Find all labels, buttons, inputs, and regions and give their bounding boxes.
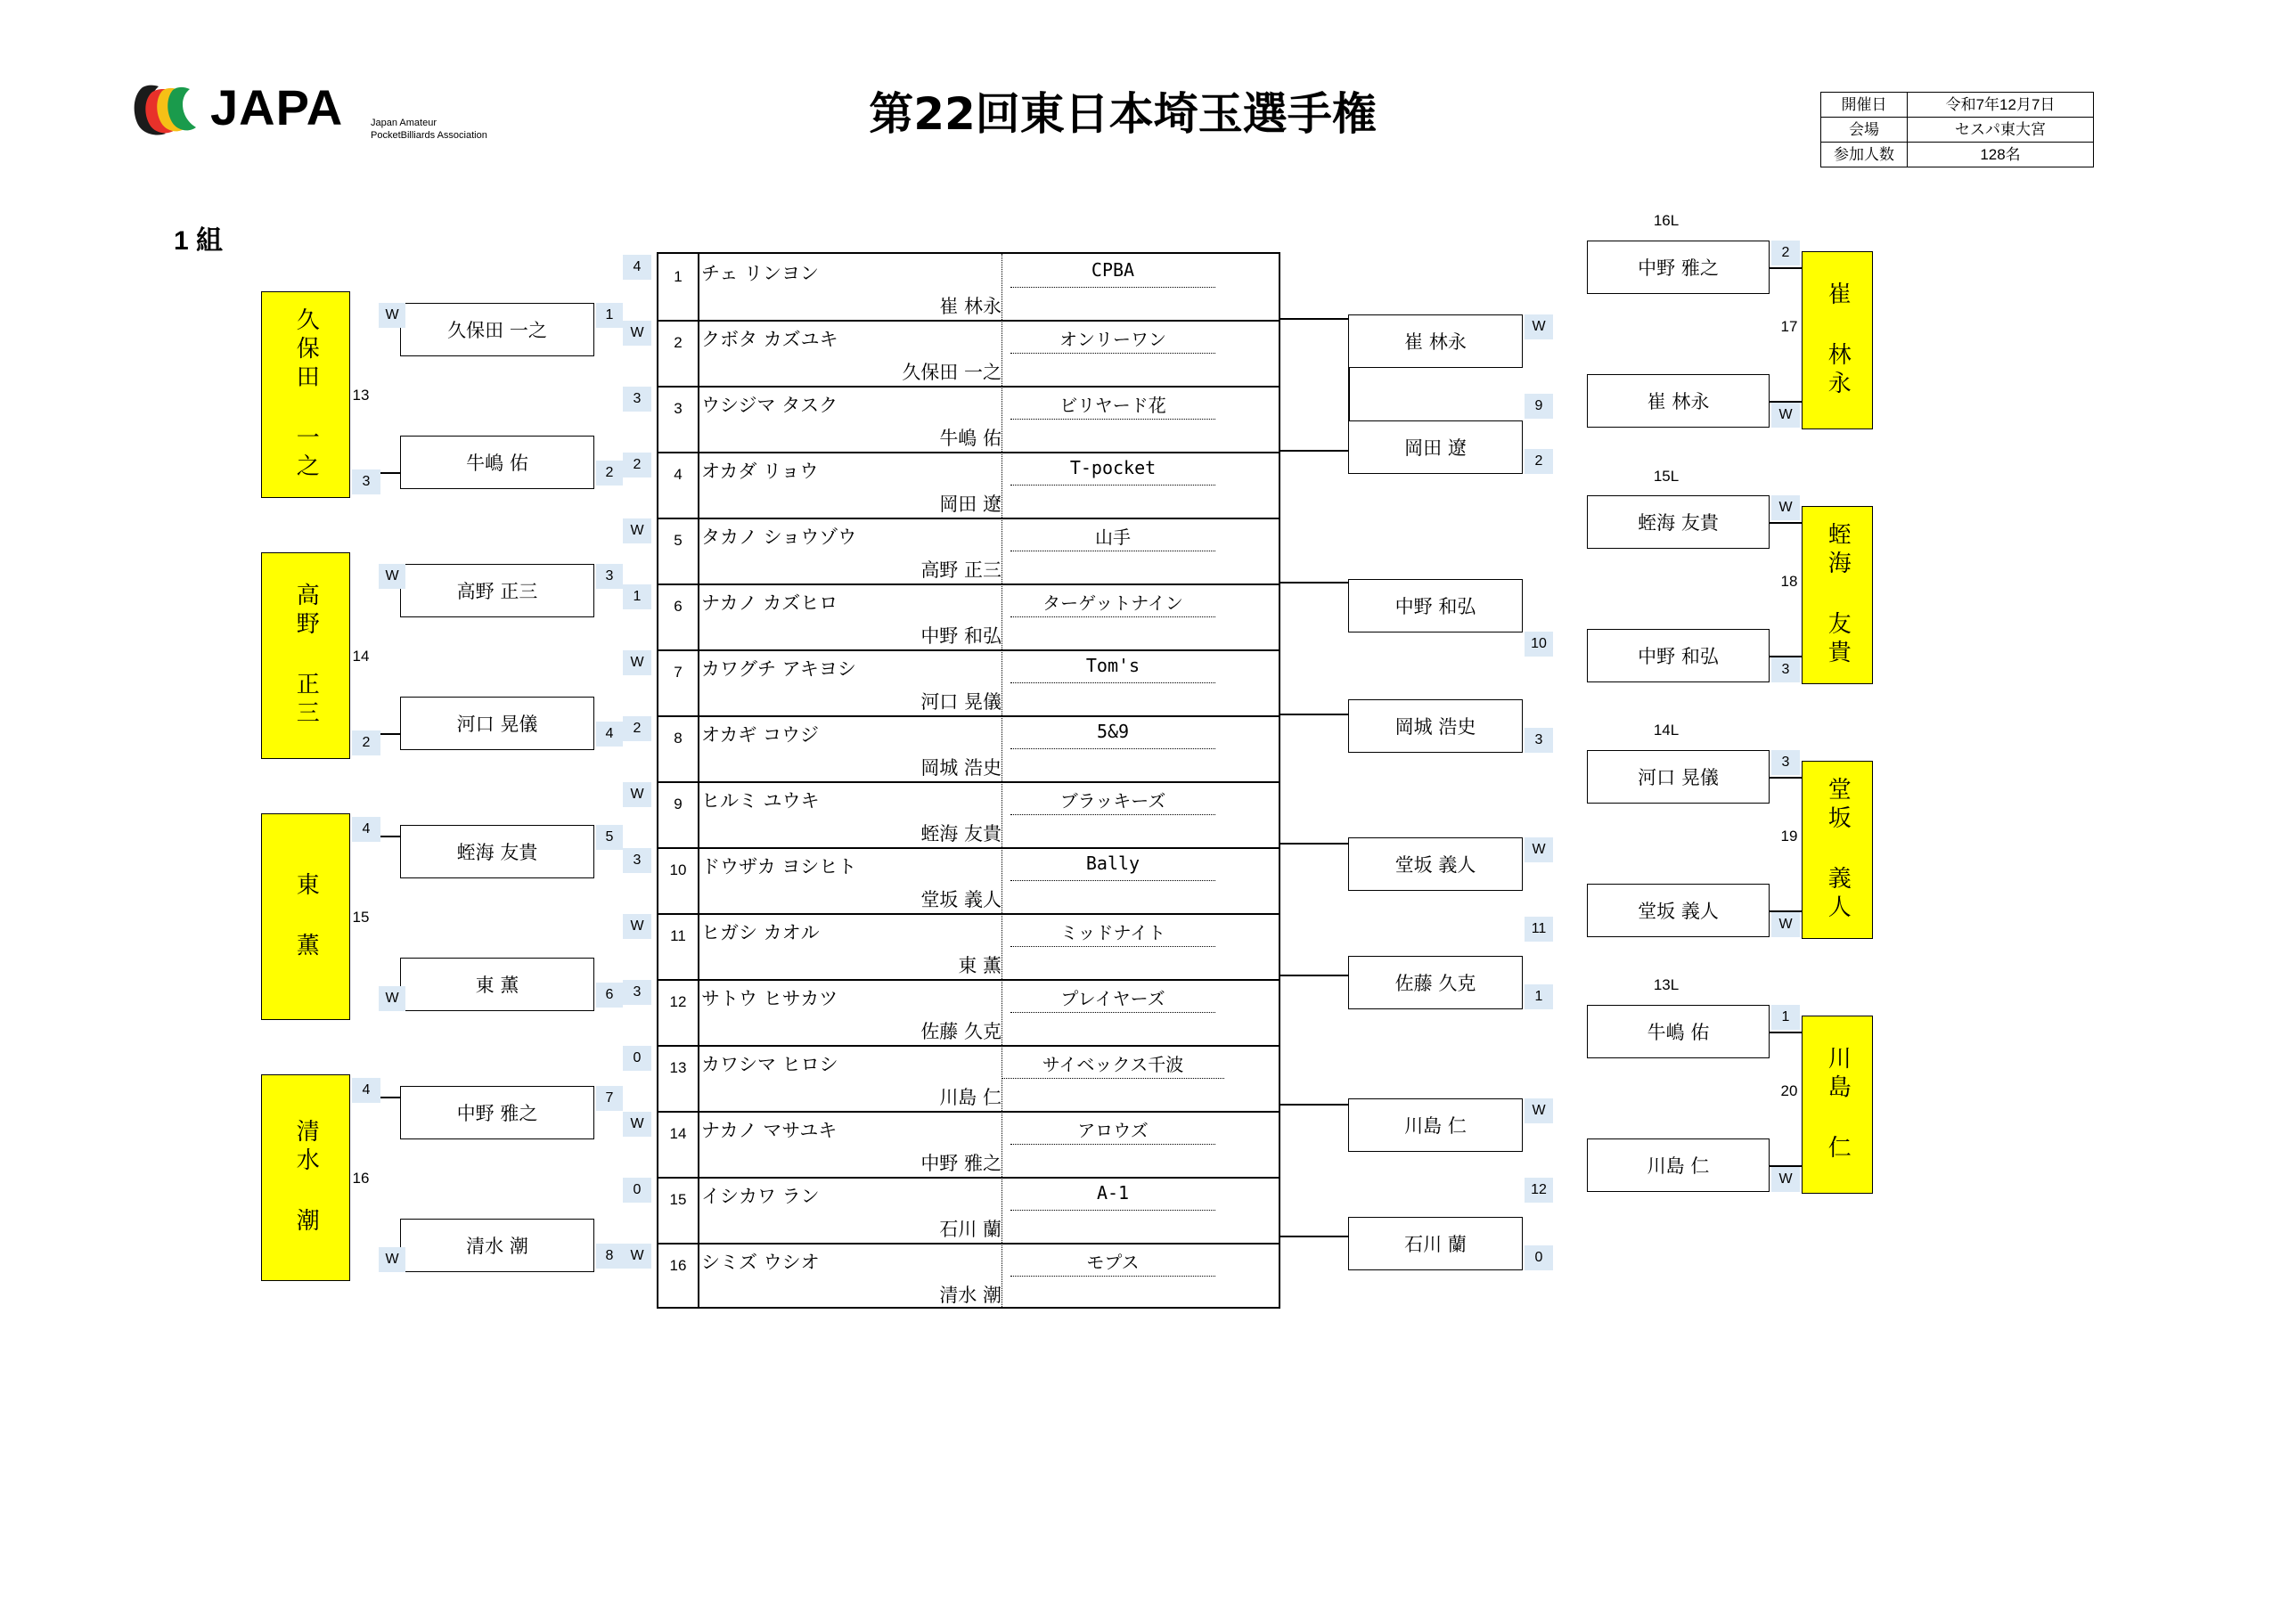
entry-team-15: A-1 (1096, 1182, 1130, 1204)
round3-top-score-3: 3 (1771, 750, 1800, 775)
round2-score-4: 3 (1525, 728, 1553, 753)
round3-bottom-score-3: W (1771, 912, 1800, 937)
entry-team-6: ターゲットナイン (1042, 592, 1183, 614)
seed-num-2: 14 (352, 648, 370, 665)
grid-line (658, 715, 1279, 717)
round1-box-6: 東 薫 (400, 958, 594, 1011)
entry-kana-6: ナカノ カズヒロ (701, 592, 838, 614)
connector (1280, 1236, 1350, 1237)
grid-line (658, 583, 1279, 585)
round1-score-8: 8 (596, 1244, 623, 1269)
connector (1280, 318, 1350, 320)
entry-name-2: 久保田 一之 (902, 362, 1002, 383)
round3-label-4: 13L (1653, 976, 1680, 993)
grid-line (658, 1177, 1279, 1179)
round3-bottom-score-1: W (1771, 403, 1800, 428)
round2-score-3: 10 (1525, 632, 1553, 657)
entry-score-9: W (623, 782, 651, 807)
connector (380, 836, 400, 837)
connector (380, 472, 400, 474)
grid-line (658, 649, 1279, 651)
round2-box-7: 川島 仁 (1348, 1098, 1523, 1152)
round3-top-score-1: 2 (1771, 241, 1800, 265)
entry-team-10: Bally (1085, 853, 1140, 874)
grid-dotted-line (1010, 1276, 1215, 1277)
seed-box-3: 東 薫 (261, 813, 350, 1020)
seed-score-2-bottom: 2 (352, 730, 380, 755)
round3-mid-num-3: 19 (1780, 828, 1798, 845)
entry-team-8: 5&9 (1096, 721, 1130, 742)
entry-score-5: W (623, 518, 651, 543)
round2-box-3: 中野 和弘 (1348, 579, 1523, 632)
entry-no-14: 14 (669, 1125, 687, 1142)
connector (1280, 582, 1350, 583)
round1-mark-6: W (379, 986, 405, 1011)
entry-kana-3: ウシジマ タスク (701, 395, 838, 416)
info-value-date: 令和7年12月7日 (1908, 93, 2094, 118)
round1-score-4: 4 (596, 722, 623, 747)
entry-score-15: 0 (623, 1178, 651, 1203)
entry-team-7: Tom's (1085, 655, 1140, 676)
round2-mark-1: W (1525, 314, 1553, 339)
round2-score-8: 0 (1525, 1245, 1553, 1270)
grid-line (658, 518, 1279, 519)
grid-line (658, 452, 1279, 453)
round1-mark-8: W (379, 1247, 405, 1272)
round3-top-box-1: 中野 雅之 (1587, 241, 1770, 294)
entry-kana-4: オカダ リョウ (701, 461, 819, 482)
entry-no-15: 15 (669, 1191, 687, 1208)
grid-dotted-line (1010, 682, 1215, 683)
entry-team-9: ブラッキーズ (1059, 790, 1166, 812)
seed-score-3-top: 4 (352, 817, 380, 842)
round2-score-1: 9 (1525, 394, 1553, 419)
round1-mark-3: W (379, 564, 405, 589)
round3-top-box-4: 牛嶋 佑 (1587, 1005, 1770, 1058)
round3-winner-1: 崔 林永 (1802, 251, 1873, 429)
entry-no-8: 8 (674, 730, 683, 747)
round2-score-5: 11 (1525, 917, 1553, 942)
entry-score-13: 0 (623, 1046, 651, 1071)
round3-top-score-4: 1 (1771, 1005, 1800, 1030)
round3-top-box-3: 河口 晃儀 (1587, 750, 1770, 804)
round1-box-1: 久保田 一之 (400, 303, 594, 356)
round3-bottom-box-1: 崔 林永 (1587, 374, 1770, 428)
entry-kana-2: クボタ カズユキ (701, 329, 838, 350)
entry-name-6: 中野 和弘 (920, 625, 1002, 647)
entry-kana-5: タカノ ショウゾウ (701, 526, 857, 548)
entry-name-5: 高野 正三 (920, 559, 1002, 581)
page-title: 第22回東日本埼玉選手権 (869, 88, 1377, 140)
round3-winner-3: 堂坂 義人 (1802, 761, 1873, 939)
connector (1770, 1165, 1802, 1167)
entry-no-3: 3 (674, 400, 683, 417)
seed-box-4: 清水 潮 (261, 1074, 350, 1281)
grid-dotted-line (1010, 616, 1215, 617)
entry-name-4: 岡田 遼 (939, 494, 1002, 515)
round1-score-7: 7 (596, 1086, 623, 1111)
round1-score-2: 2 (596, 461, 623, 486)
seed-box-2: 高野 正三 (261, 552, 350, 759)
round2-score-7: 12 (1525, 1178, 1553, 1203)
connector (1770, 777, 1802, 779)
round1-box-2: 牛嶋 佑 (400, 436, 594, 489)
round1-box-8: 清水 潮 (400, 1219, 594, 1272)
entry-no-5: 5 (674, 532, 683, 549)
round3-winner-4: 川島 仁 (1802, 1016, 1873, 1194)
round2-mark-7: W (1525, 1098, 1553, 1123)
grid-dotted-line (1010, 1144, 1215, 1145)
entry-no-4: 4 (674, 466, 683, 483)
round2-score-6: 1 (1525, 984, 1553, 1009)
round2-box-2: 岡田 遼 (1348, 420, 1523, 474)
round1-box-4: 河口 晃儀 (400, 697, 594, 750)
round2-box-1: 崔 林永 (1348, 314, 1523, 368)
japa-logo (132, 78, 487, 146)
entry-score-8: 2 (623, 716, 651, 741)
grid-dotted-line (1010, 1210, 1215, 1211)
round1-mark-1: W (379, 303, 405, 328)
round3-top-score-2: W (1771, 495, 1800, 520)
grid-line (658, 979, 1279, 981)
entry-name-10: 堂坂 義人 (920, 889, 1002, 910)
round3-mid-num-1: 17 (1780, 318, 1798, 335)
entry-score-10: 3 (623, 848, 651, 873)
connector (1770, 656, 1802, 657)
round1-box-3: 高野 正三 (400, 564, 594, 617)
round3-bottom-score-2: 3 (1771, 657, 1800, 682)
entry-name-1: 崔 林永 (939, 296, 1002, 317)
seed-num-4: 16 (352, 1170, 370, 1187)
entry-no-2: 2 (674, 334, 683, 351)
info-key-venue: 会場 (1821, 118, 1908, 143)
japa-logo-mark (132, 84, 201, 139)
table-row (1821, 143, 2094, 167)
japa-logo-text: JAPA (210, 79, 344, 135)
entry-kana-12: サトウ ヒサカツ (701, 988, 838, 1009)
grid-dotted-line (1010, 946, 1215, 947)
connector (1280, 843, 1350, 845)
entry-score-2: W (623, 321, 651, 346)
round1-score-5: 5 (596, 825, 623, 850)
grid-dotted-line (1010, 748, 1215, 749)
entry-no-12: 12 (669, 993, 687, 1010)
entry-grid (657, 252, 1280, 1309)
seed-score-4-top: 4 (352, 1078, 380, 1103)
grid-line (658, 781, 1279, 783)
grid-dotted-line (1010, 353, 1215, 354)
seed-score-1-bottom: 3 (352, 469, 380, 494)
entry-score-1: 4 (623, 255, 651, 280)
grid-dotted-line (1010, 1012, 1215, 1013)
entry-team-2: オンリーワン (1059, 329, 1166, 350)
round3-bottom-box-3: 堂坂 義人 (1587, 884, 1770, 937)
round3-bottom-box-2: 中野 和弘 (1587, 629, 1770, 682)
entry-kana-10: ドウザカ ヨシヒト (701, 856, 857, 877)
round2-mark-5: W (1525, 837, 1553, 862)
connector (1770, 401, 1802, 403)
entry-name-12: 佐藤 久克 (920, 1021, 1002, 1042)
event-info-table (1820, 92, 2094, 167)
japa-logo-subtitle-2: PocketBilliards Association (371, 130, 487, 141)
connector (1280, 714, 1350, 715)
entry-score-14: W (623, 1112, 651, 1137)
round2-box-6: 佐藤 久克 (1348, 956, 1523, 1009)
entry-team-3: ビリヤード花 (1059, 395, 1166, 416)
connector (1770, 522, 1802, 524)
entry-score-4: 2 (623, 453, 651, 477)
grid-line (658, 320, 1279, 322)
grid-dotted-line (1010, 287, 1215, 288)
entry-name-8: 岡城 浩史 (920, 757, 1002, 779)
grid-dotted-line (1010, 419, 1215, 420)
japa-logo-subtitle-1: Japan Amateur (371, 118, 437, 128)
entry-no-6: 6 (674, 598, 683, 615)
round1-box-5: 蛭海 友貴 (400, 825, 594, 878)
entry-kana-13: カワシマ ヒロシ (701, 1054, 838, 1075)
entry-kana-15: イシカワ ラン (701, 1186, 820, 1207)
entry-no-11: 11 (670, 927, 686, 944)
grid-line (658, 847, 1279, 849)
entry-team-11: ミッドナイト (1059, 922, 1166, 943)
round3-label-2: 15L (1653, 468, 1680, 485)
entry-kana-8: オカギ コウジ (701, 724, 820, 746)
connector (1280, 975, 1350, 976)
info-value-venue: セスパ東大宮 (1908, 118, 2094, 143)
round1-box-7: 中野 雅之 (400, 1086, 594, 1139)
entry-kana-9: ヒルミ ユウキ (701, 790, 820, 812)
entry-team-13: サイベックス千波 (1042, 1054, 1184, 1075)
entry-score-3: 3 (623, 387, 651, 412)
grid-dotted-line (1002, 1078, 1224, 1079)
entry-name-16: 清水 潮 (939, 1285, 1002, 1306)
entry-name-13: 川島 仁 (939, 1087, 1002, 1108)
grid-line (658, 1243, 1279, 1245)
round3-top-box-2: 蛭海 友貴 (1587, 495, 1770, 549)
connector (1770, 267, 1802, 269)
entry-score-16: W (623, 1244, 651, 1269)
round1-score-3: 3 (596, 564, 623, 589)
connector (380, 733, 400, 735)
entry-kana-7: カワグチ アキヨシ (701, 658, 856, 680)
entry-team-16: モプス (1086, 1252, 1140, 1273)
round3-bottom-score-4: W (1771, 1167, 1800, 1192)
table-row (1821, 118, 2094, 143)
table-row (1821, 93, 2094, 118)
connector (1770, 1032, 1802, 1033)
round2-score-2: 2 (1525, 449, 1553, 474)
entry-score-12: 3 (623, 980, 651, 1005)
entry-name-11: 東 薫 (958, 955, 1002, 976)
info-key-date: 開催日 (1821, 93, 1908, 118)
round2-box-4: 岡城 浩史 (1348, 699, 1523, 753)
entry-no-7: 7 (674, 664, 683, 681)
info-key-participants: 参加人数 (1821, 143, 1908, 167)
entry-name-7: 河口 晃儀 (920, 691, 1002, 713)
entry-team-14: アロウズ (1077, 1120, 1149, 1141)
entry-no-10: 10 (669, 861, 687, 878)
entry-no-13: 13 (669, 1059, 687, 1076)
entry-no-16: 16 (669, 1257, 687, 1274)
grid-line (658, 386, 1279, 388)
entry-team-5: 山手 (1095, 526, 1131, 548)
entry-score-7: W (623, 650, 651, 675)
round3-bottom-box-4: 川島 仁 (1587, 1138, 1770, 1192)
round2-box-5: 堂坂 義人 (1348, 837, 1523, 891)
entry-kana-11: ヒガシ カオル (701, 922, 820, 943)
seed-num-3: 15 (352, 909, 370, 926)
seed-num-1: 13 (352, 387, 370, 404)
round3-mid-num-2: 18 (1780, 573, 1798, 590)
entry-team-12: プレイヤーズ (1060, 988, 1165, 1009)
entry-name-14: 中野 雅之 (920, 1153, 1002, 1174)
connector (380, 1097, 400, 1098)
round3-mid-num-4: 20 (1780, 1082, 1798, 1099)
grid-vline-left (698, 254, 699, 1307)
grid-line (658, 1045, 1279, 1047)
grid-dotted-line (1010, 485, 1215, 486)
entry-team-1: CPBA (1091, 259, 1135, 281)
entry-kana-16: シミズ ウシオ (701, 1252, 820, 1273)
grid-line (658, 1111, 1279, 1113)
entry-name-15: 石川 蘭 (939, 1219, 1002, 1240)
grid-line (658, 913, 1279, 915)
round3-winner-2: 蛭海 友貴 (1802, 506, 1873, 684)
group-label: 1 組 (174, 226, 224, 256)
grid-dotted-line (1010, 814, 1215, 815)
seed-box-1: 久保田 一之 (261, 291, 350, 498)
info-value-participants: 128名 (1908, 143, 2094, 167)
round2-box-8: 石川 蘭 (1348, 1217, 1523, 1270)
entry-team-4: T-pocket (1069, 457, 1157, 478)
grid-dotted-line (1010, 880, 1215, 881)
connector (1280, 1104, 1350, 1106)
entry-no-9: 9 (674, 796, 683, 812)
entry-kana-14: ナカノ マサユキ (701, 1120, 838, 1141)
round1-score-6: 6 (596, 983, 623, 1008)
round3-label-1: 16L (1653, 212, 1680, 229)
connector (1770, 910, 1802, 912)
entry-name-9: 蛭海 友貴 (920, 823, 1002, 845)
entry-score-6: 1 (623, 584, 651, 609)
connector (1280, 450, 1350, 452)
entry-no-1: 1 (674, 268, 683, 285)
entry-name-3: 牛嶋 佑 (939, 428, 1002, 449)
round1-score-1: 1 (596, 303, 623, 328)
entry-kana-1: チェ リンヨン (701, 263, 820, 284)
round3-label-3: 14L (1653, 722, 1680, 739)
entry-score-11: W (623, 914, 651, 939)
